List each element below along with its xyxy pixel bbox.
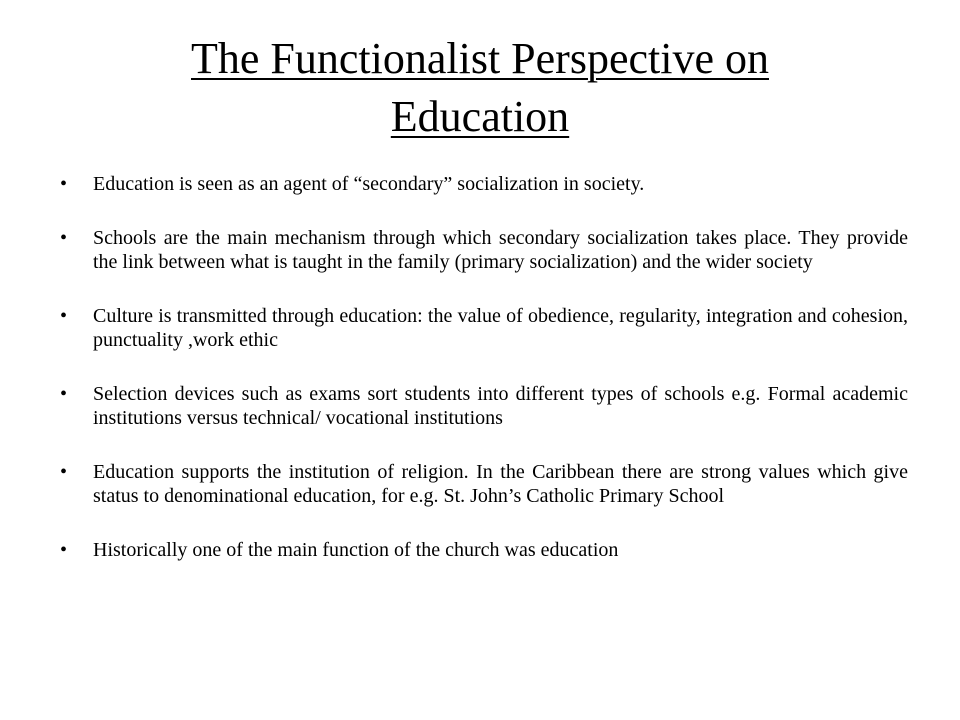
bullet-text: Historically one of the main function of the church was education (93, 539, 619, 561)
bullet-dot-icon: • (60, 173, 68, 195)
bullet-text: Education supports the institution of religion. In the Caribbean there are strong values which give status to denominational education, for e.g. St. John’s Catholic Primary School (93, 461, 908, 507)
bullet-dot-icon: • (60, 305, 68, 327)
bullet-text: Selection devices such as exams sort students into different types of schools e.g. Formal academic institutions versus technical/ vocational institutions (93, 383, 908, 429)
bullet-text: Schools are the main mechanism through which secondary socialization takes place. They provide the link between what is taught in the family (primary socialization) and the wider society (93, 227, 908, 273)
bullet-dot-icon: • (60, 539, 68, 561)
slide-title-line-1: The Functionalist Perspective on (191, 34, 769, 83)
bullet-dot-icon: • (60, 461, 68, 483)
bullet-dot-icon: • (60, 383, 68, 405)
bullet-item-1 (60, 172, 908, 196)
bullet-text: Culture is transmitted through education: the value of obedience, regularity, integration and cohesion, punctuality ,work ethic (93, 305, 908, 351)
bullet-item-5 (60, 460, 908, 508)
bullet-item-3 (60, 304, 908, 352)
bullet-item-6 (60, 538, 908, 562)
bullet-item-4 (60, 382, 908, 430)
bullet-dot-icon: • (60, 227, 68, 249)
slide-title (60, 30, 900, 146)
bullet-item-2 (60, 226, 908, 274)
bullet-text: Education is seen as an agent of “secondary” socialization in society. (93, 173, 645, 195)
bullet-list (60, 172, 908, 592)
slide-title-line-2: Education (390, 92, 570, 141)
